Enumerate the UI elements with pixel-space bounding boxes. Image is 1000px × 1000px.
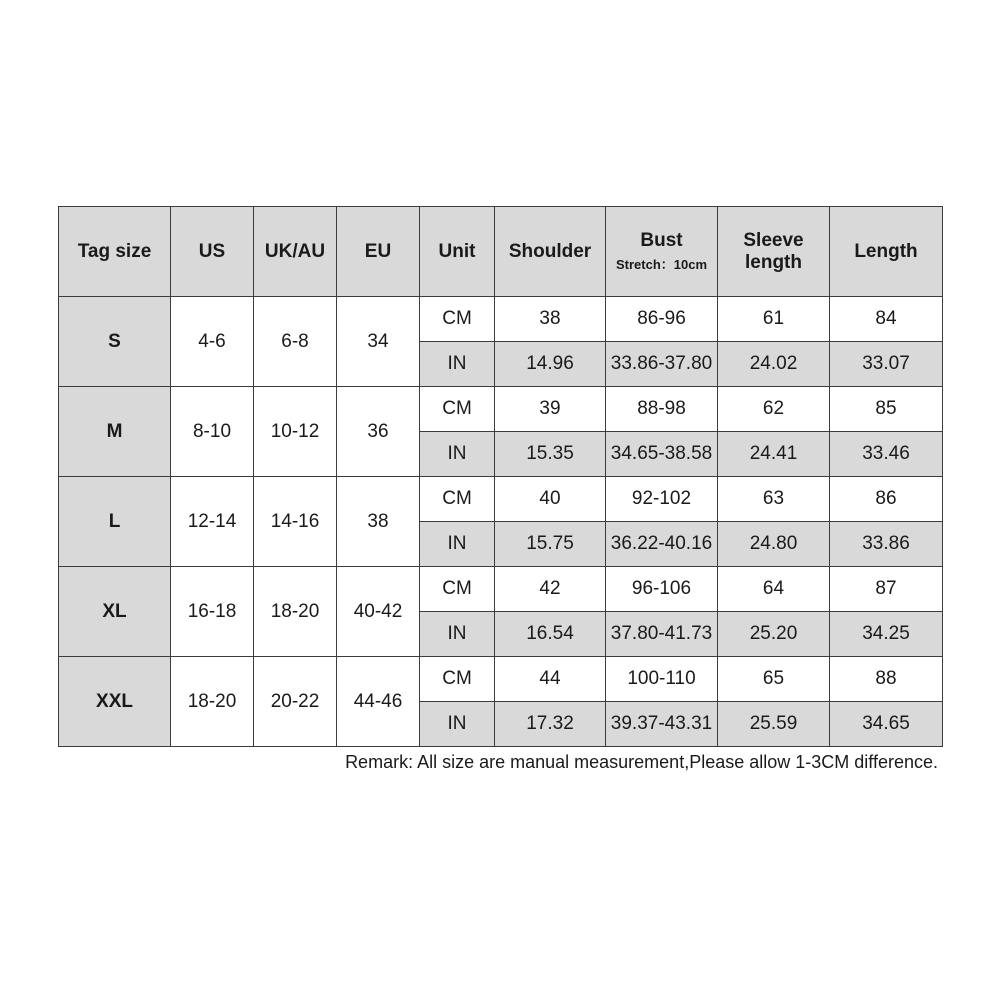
unit-cell: CM (420, 297, 495, 342)
length-cell: 33.46 (830, 432, 943, 477)
uk-au-size-cell: 18-20 (254, 567, 337, 657)
header-bust-note: Stretch：10cm (615, 257, 708, 272)
unit-cell: CM (420, 567, 495, 612)
sleeve-cell: 63 (718, 477, 830, 522)
length-cell: 87 (830, 567, 943, 612)
table-row (59, 567, 943, 612)
shoulder-cell: 14.96 (495, 342, 606, 387)
header-shoulder: Shoulder (495, 207, 606, 297)
eu-size-cell: 38 (337, 477, 420, 567)
header-sleeve-length (718, 207, 830, 297)
shoulder-cell: 40 (495, 477, 606, 522)
table-row (59, 297, 943, 342)
bust-cell: 88-98 (606, 387, 718, 432)
tag-size-cell: M (59, 387, 171, 477)
header-row (59, 207, 943, 297)
unit-cell: IN (420, 612, 495, 657)
length-cell: 33.07 (830, 342, 943, 387)
sleeve-cell: 65 (718, 657, 830, 702)
remark-note: Remark: All size are manual measurement,Please allow 1-3CM difference. (345, 752, 938, 772)
sleeve-cell: 24.80 (718, 522, 830, 567)
tag-size-cell: L (59, 477, 171, 567)
unit-cell: CM (420, 657, 495, 702)
shoulder-cell: 15.35 (495, 432, 606, 477)
sleeve-cell: 24.41 (718, 432, 830, 477)
table-row (59, 477, 943, 522)
sleeve-cell: 64 (718, 567, 830, 612)
length-cell: 34.25 (830, 612, 943, 657)
header-us: US (171, 207, 254, 297)
length-cell: 33.86 (830, 522, 943, 567)
uk-au-size-cell: 20-22 (254, 657, 337, 747)
header-tag-size: Tag size (59, 207, 171, 297)
bust-cell: 86-96 (606, 297, 718, 342)
bust-cell: 100-110 (606, 657, 718, 702)
bust-cell: 96-106 (606, 567, 718, 612)
unit-cell: IN (420, 522, 495, 567)
length-cell: 85 (830, 387, 943, 432)
uk-au-size-cell: 6-8 (254, 297, 337, 387)
shoulder-cell: 42 (495, 567, 606, 612)
eu-size-cell: 40-42 (337, 567, 420, 657)
unit-cell: IN (420, 342, 495, 387)
header-unit: Unit (420, 207, 495, 297)
shoulder-cell: 16.54 (495, 612, 606, 657)
unit-cell: CM (420, 477, 495, 522)
header-uk-au: UK/AU (254, 207, 337, 297)
sleeve-cell: 25.20 (718, 612, 830, 657)
us-size-cell: 12-14 (171, 477, 254, 567)
eu-size-cell: 44-46 (337, 657, 420, 747)
length-cell: 86 (830, 477, 943, 522)
sleeve-cell: 61 (718, 297, 830, 342)
uk-au-size-cell: 10-12 (254, 387, 337, 477)
bust-cell: 33.86-37.80 (606, 342, 718, 387)
length-cell: 88 (830, 657, 943, 702)
eu-size-cell: 34 (337, 297, 420, 387)
sleeve-cell: 25.59 (718, 702, 830, 747)
header-sleeve-line1: Sleeve (743, 229, 804, 251)
header-bust-label: Bust (640, 230, 683, 251)
us-size-cell: 4-6 (171, 297, 254, 387)
bust-cell: 36.22-40.16 (606, 522, 718, 567)
size-chart-table (58, 206, 943, 747)
length-cell: 34.65 (830, 702, 943, 747)
shoulder-cell: 39 (495, 387, 606, 432)
header-length: Length (830, 207, 943, 297)
sleeve-cell: 62 (718, 387, 830, 432)
bust-cell: 92-102 (606, 477, 718, 522)
unit-cell: CM (420, 387, 495, 432)
unit-cell: IN (420, 702, 495, 747)
sleeve-cell: 24.02 (718, 342, 830, 387)
header-sleeve-line2: length (745, 251, 802, 273)
bust-cell: 37.80-41.73 (606, 612, 718, 657)
shoulder-cell: 44 (495, 657, 606, 702)
bust-cell: 39.37-43.31 (606, 702, 718, 747)
shoulder-cell: 15.75 (495, 522, 606, 567)
tag-size-cell: XL (59, 567, 171, 657)
bust-cell: 34.65-38.58 (606, 432, 718, 477)
eu-size-cell: 36 (337, 387, 420, 477)
header-eu: EU (337, 207, 420, 297)
table-row (59, 387, 943, 432)
length-cell: 84 (830, 297, 943, 342)
shoulder-cell: 17.32 (495, 702, 606, 747)
us-size-cell: 18-20 (171, 657, 254, 747)
table-row (59, 657, 943, 702)
size-rows (59, 297, 943, 747)
us-size-cell: 16-18 (171, 567, 254, 657)
tag-size-cell: XXL (59, 657, 171, 747)
shoulder-cell: 38 (495, 297, 606, 342)
header-bust (606, 207, 718, 297)
tag-size-cell: S (59, 297, 171, 387)
uk-au-size-cell: 14-16 (254, 477, 337, 567)
unit-cell: IN (420, 432, 495, 477)
us-size-cell: 8-10 (171, 387, 254, 477)
